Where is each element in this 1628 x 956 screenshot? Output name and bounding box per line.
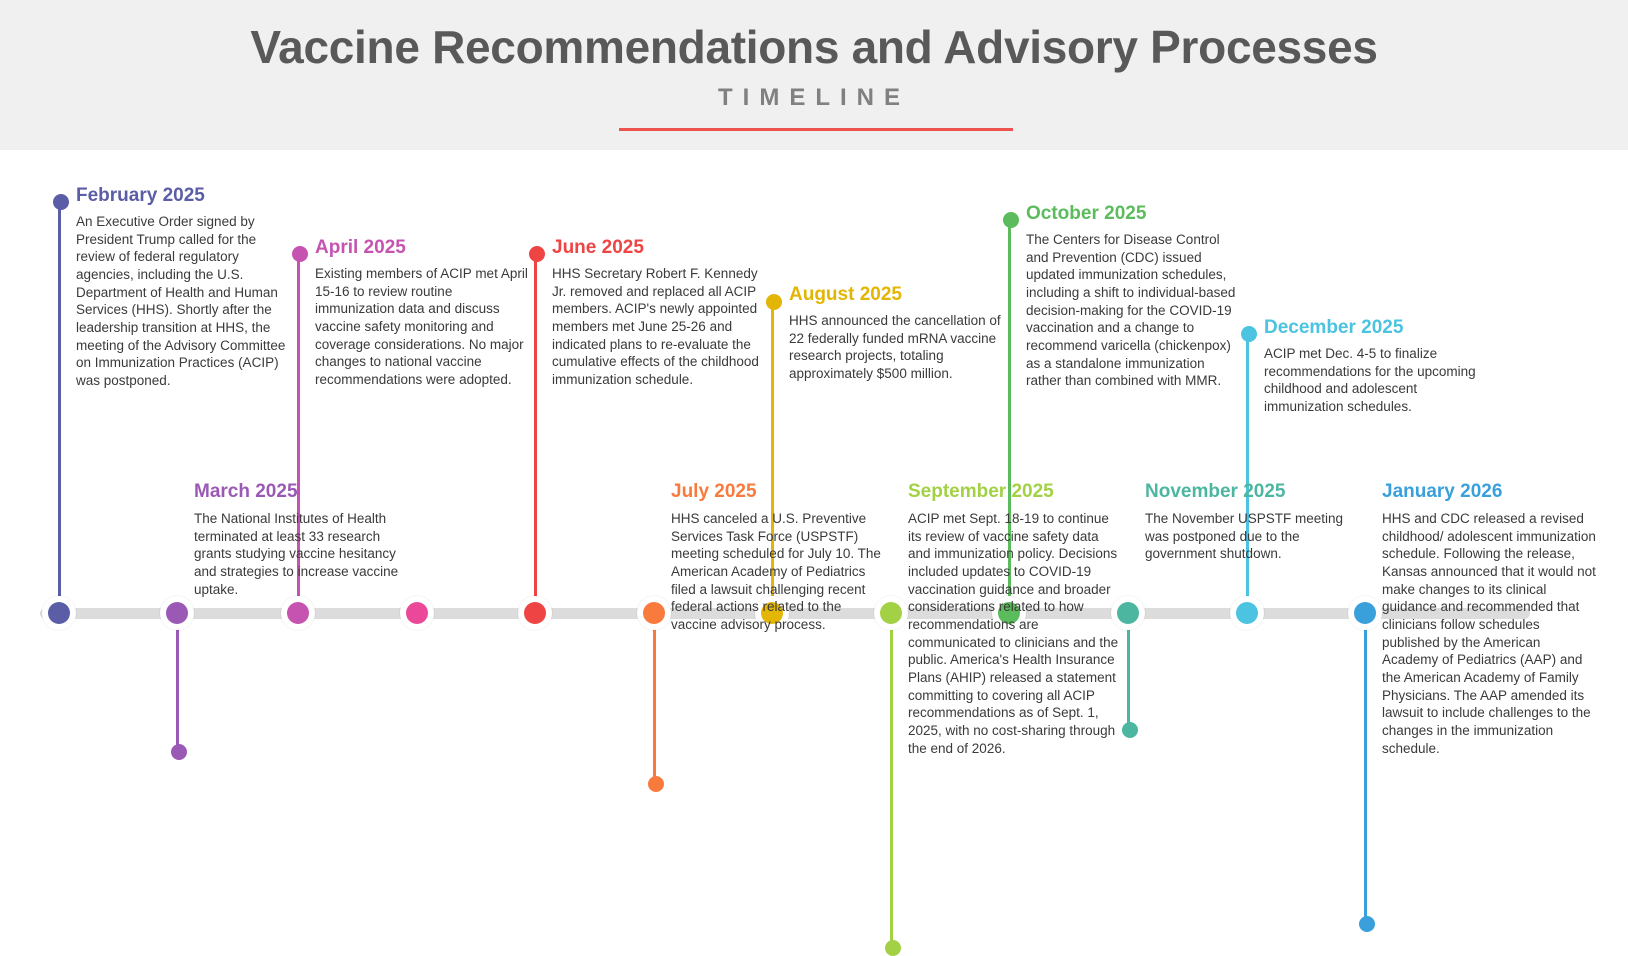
entry-heading-september-2025: September 2025 <box>908 481 1054 502</box>
page-header <box>0 0 1628 150</box>
connector-endpoint-august-2025 <box>766 294 782 310</box>
timeline-node-dot-april-2025 <box>287 602 309 624</box>
connector-endpoint-september-2025 <box>885 940 901 956</box>
entry-body-december-2025: ACIP met Dec. 4-5 to finalize recommendations for the upcoming childhood and adolescent immunization schedules. <box>1264 345 1476 414</box>
entry-heading-november-2025: November 2025 <box>1145 481 1286 502</box>
connector-endpoint-june-2025 <box>529 246 545 262</box>
connector-endpoint-july-2025 <box>648 776 664 792</box>
entry-body-march-2025: The National Institutes of Health terminated at least 33 research grants studying vaccine hesitancy and strategies to increase vaccine uptake. <box>194 510 399 597</box>
timeline-entry-august-2025 <box>789 285 1004 383</box>
connector-endpoint-october-2025 <box>1003 212 1019 228</box>
connector-endpoint-december-2025 <box>1241 326 1257 342</box>
timeline-node-dot-january-2026 <box>1354 602 1376 624</box>
timeline-entry-june-2025 <box>552 238 767 389</box>
timeline-entry-september-2025 <box>908 482 1123 757</box>
entry-heading-march-2025: March 2025 <box>194 481 298 502</box>
timeline-node-dot-june-2025 <box>524 602 546 624</box>
timeline-entry-january-2026 <box>1382 482 1597 757</box>
connector-line-november-2025 <box>1127 628 1130 728</box>
timeline-node-dot-march-2025 <box>166 602 188 624</box>
entry-body-february-2025: An Executive Order signed by President Trump called for the review of federal regulatory agencies, including the U.S. Department of Health and Human Services (HHS). Shortly after the leadership transition at HHS, the meeting of the Advisory Committee on Immunization Practices (ACIP) was postponed. <box>76 213 286 388</box>
entry-heading-april-2025: April 2025 <box>315 237 406 258</box>
timeline-node-february-2025[interactable] <box>42 596 76 630</box>
entry-body-july-2025: HHS canceled a U.S. Preventive Services Task Force (USPSTF) meeting scheduled for July 10. The American Academy of Pediatrics filed a lawsuit challenging recent federal actions related to the vaccine advisory process. <box>671 510 881 632</box>
entry-body-april-2025: Existing members of ACIP met April 15-16 to review routine immunization data and discuss vaccine safety monitoring and coverage considerations. No major changes to national vaccine recommendations were adopted. <box>315 265 528 387</box>
timeline-node-january-2026[interactable] <box>1348 596 1382 630</box>
entry-heading-january-2026: January 2026 <box>1382 481 1503 502</box>
entry-body-january-2026: HHS and CDC released a revised childhood/ adolescent immunization schedule. Following the release, Kansas announced that it would not make changes to its clinical guidance and recommended that clinicians follow schedules published by the American Academy of Pediatrics (AAP) and the American Academy of Family Physicians. The AAP amended its lawsuit to include challenges to the changes in the immunization schedule. <box>1382 510 1596 756</box>
entry-heading-july-2025: July 2025 <box>671 481 757 502</box>
page-title: Vaccine Recommendations and Advisory Processes <box>250 21 1378 73</box>
connector-endpoint-april-2025 <box>292 246 308 262</box>
entry-heading-october-2025: October 2025 <box>1026 203 1147 224</box>
timeline-node-may-2025[interactable] <box>400 596 434 630</box>
connector-line-february-2025 <box>58 200 61 596</box>
entry-body-june-2025: HHS Secretary Robert F. Kennedy Jr. removed and replaced all ACIP members. ACIP's newly appointed members met June 25-26 and indicated plans to re-evaluate the cumulative effects of the childhood immunization schedule. <box>552 265 759 387</box>
timeline-entry-december-2025 <box>1264 318 1479 416</box>
timeline-node-july-2025[interactable] <box>637 596 671 630</box>
timeline-node-june-2025[interactable] <box>518 596 552 630</box>
timeline-node-december-2025[interactable] <box>1230 596 1264 630</box>
connector-endpoint-february-2025 <box>53 194 69 210</box>
connector-line-july-2025 <box>653 628 656 782</box>
timeline-entry-july-2025 <box>671 482 886 634</box>
entry-body-september-2025: ACIP met Sept. 18-19 to continue its review of vaccine safety data and immunization policy. Decisions included updates to COVID-19 vaccination guidance and broader considerations related to how recommendations are communicated to clinicians and the public. America's Health Insurance Plans (AHIP) released a statement committing to covering all ACIP recommendations as of Sept. 1, 2025, with no cost-sharing through the end of 2026. <box>908 510 1119 756</box>
title-underline <box>619 128 1013 131</box>
entry-heading-august-2025: August 2025 <box>789 284 902 305</box>
timeline-node-dot-july-2025 <box>643 602 665 624</box>
entry-heading-june-2025: June 2025 <box>552 237 644 258</box>
entry-body-october-2025: The Centers for Disease Control and Prevention (CDC) issued updated immunization schedules, including a shift to individual-based decision-making for the COVID-19 vaccination and a change to recommend varicella (chickenpox) as a standalone immunization rather than combined with MMR. <box>1026 231 1236 389</box>
connector-line-june-2025 <box>534 252 537 596</box>
entry-heading-february-2025: February 2025 <box>76 185 205 206</box>
timeline-entry-november-2025 <box>1145 482 1360 563</box>
timeline-node-april-2025[interactable] <box>281 596 315 630</box>
connector-endpoint-january-2026 <box>1359 916 1375 932</box>
connector-line-january-2026 <box>1364 628 1367 922</box>
connector-endpoint-march-2025 <box>171 744 187 760</box>
timeline-entry-april-2025 <box>315 238 530 389</box>
timeline-node-dot-december-2025 <box>1236 602 1258 624</box>
timeline-entry-february-2025 <box>76 186 291 390</box>
timeline-entry-march-2025 <box>194 482 409 598</box>
connector-line-september-2025 <box>890 628 893 946</box>
timeline-node-march-2025[interactable] <box>160 596 194 630</box>
timeline-canvas <box>0 150 1628 856</box>
timeline-node-dot-february-2025 <box>48 602 70 624</box>
connector-endpoint-november-2025 <box>1122 722 1138 738</box>
entry-body-november-2025: The November USPSTF meeting was postponed due to the government shutdown. <box>1145 510 1344 562</box>
page-subtitle: TIMELINE <box>718 84 910 111</box>
entry-body-august-2025: HHS announced the cancellation of 22 federally funded mRNA vaccine research projects, totaling approximately $500 million. <box>789 312 1001 381</box>
timeline-node-dot-may-2025 <box>406 602 428 624</box>
entry-heading-december-2025: December 2025 <box>1264 317 1404 338</box>
timeline-entry-october-2025 <box>1026 204 1241 390</box>
connector-line-march-2025 <box>176 628 179 750</box>
